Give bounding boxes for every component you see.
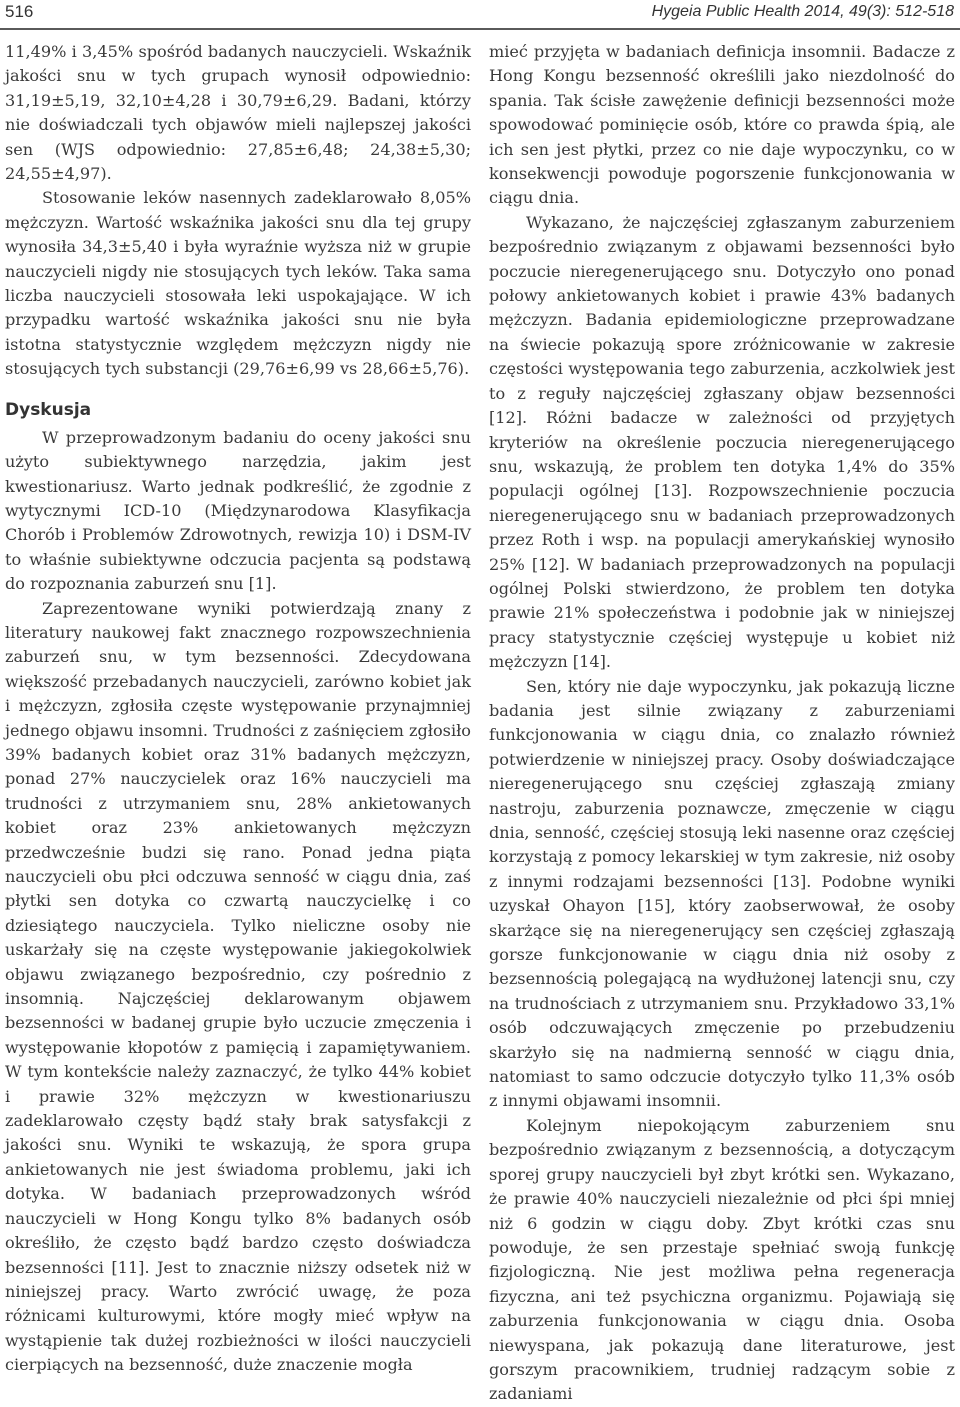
paragraph: 11,49% i 3,45% spośród badanych nauczycieli. Wskaźnik jakości snu w tych grupach wynosił odpowiednio: 31,19±5,19, 32,10±4,28 i 30,79±6,29. Badani, którzy nie doświadczali tych objawów mieli najlepszej jakości sen (WJS odpowiednio: 27,85±6,48; 24,38±5,30; 24,55±4,97).	[5, 42, 471, 184]
paragraph: W przeprowadzonym badaniu do oceny jakości snu użyto subiektywnego narzędzia, jakim jest kwestionariusz. Warto jednak podkreślić, że zgodnie z wytycznymi ICD-10 (Międzynarodowa Klasyfikacja Chorób i Problemów Zdrowotnych, rewizja 10) i DSM-IV to właśnie subiektywne odczucia pacjenta są podstawą do rozpoznania zaburzeń snu [1].	[5, 427, 471, 594]
journal-reference: Hygeia Public Health 2014, 49(3): 512-518	[651, 3, 954, 20]
paragraph: mieć przyjęta w badaniach definicja insomnii. Badacze z Hong Kongu bezsenność określili jako niezdolność do spania. Tak ścisłe zawężenie definicji bezsenności może spowodować pominięcie osób, które co prawda śpią, ale ich sen jest płytki, przez co nie daje wypoczynku, co w konsekwencji powoduje pogorszenie funkcjonowania w ciągu dnia.	[489, 42, 955, 208]
paragraph: Stosowanie leków nasennych zadeklarowało 8,05% mężczyzn. Wartość wskaźnika jakości snu dla tej grupy wynosiła 34,3±5,40 i była wyraźnie wyższa niż w grupie nauczycieli nigdy nie stosujących tych leków. Taka sama liczba nauczycieli stosowała leki uspokajające. W ich przypadku wartość wskaźnika jakości snu nie była istotna statystycznie względem mężczyzn nigdy nie stosujących tych substancji (29,76±6,99 vs 28,66±5,76).	[5, 188, 471, 379]
paragraph: Kolejnym niepokojącym zaburzeniem snu bezpośrednio związanym z bezsennością, a dotyczącym sporej grupy nauczycieli był zbyt krótki sen. Wykazano, że prawie 40% nauczycieli niezależnie od płci śpi mniej niż 6 godzin w ciągu doby. Zbyt krótki czas snu powoduje, że sen przestaje spełniać swoją funkcję fizjologiczną. Nie jest możliwa pełna regeneracja fizyczna, ani też psychiczna organizmu. Pojawiają się zaburzenia funkcjonowania w ciągu dnia. Osoba niewyspana, jak pokazują dane literaturowe, jest gorszym pracownikiem, trudniej radzącym sobie z zadaniami	[489, 1115, 955, 1404]
paragraph: Wykazano, że najczęściej zgłaszanym zaburzeniem bezpośrednio związanym z objawami bezsenności było poczucie nieregenerującego snu. Dotyczyło ono ponad połowy ankietowanych kobiet i prawie 43% badanych mężczyzn. Badania epidemiologiczne przeprowadzane na świecie pokazują spore zróżnicowanie w zakresie częstości występowania tego zaburzenia, aczkolwiek jest to z reguły najczęściej zgłaszany objaw bezsenności [12]. Różni badacze w zależności od przyjętych kryteriów na określenie poczucia nieregenerującego snu, wskazują, że problem ten dotyka 1,4% do 35% populacji ogólnej [13]. Rozpowszechnienie poczucia nieregenerującego snu w badaniach przeprowadzonych przez Roth i wsp. na populacji amerykańskiej wynosiło 25% [12]. W badaniach przeprowadzonych na populacji ogólnej Polski stwierdzono, że problem ten dotyka prawie 21% społeczeństwa i podobnie jak w niniejszej pracy statystycznie częściej występuje u kobiet niż mężczyzn [14].	[489, 212, 955, 672]
page-number: 516	[5, 2, 34, 21]
paragraph: Sen, który nie daje wypoczynku, jak pokazują liczne badania jest silnie związany z zaburzeniami funkcjonowania w ciągu dnia, co znalazło również potwierdzenie w niniejszej pracy. Osoby doświadczające nieregenerującego snu częściej zgłaszają zmiany nastroju, zaburzenia poznawcze, zmęczenie w ciągu dnia, senność, częściej stosują leki nasenne oraz częściej korzystają z pomocy lekarskiej w tym zakresie, niż osoby z innymi rodzajami bezsenności [13]. Podobne wyniki uzyskał Ohayon [15], który zaobserwował, że osoby skarżące się na nieregenerujący sen częściej zgłaszają gorsze funkcjonowanie w ciągu dnia niż osoby z bezsennością polegającą na wydłużonej latencji snu, czy na trudnościach z utrzymaniem snu. Przykładowo 33,1% osób odczuwających zmęczenie po przebudzeniu skarżyło się na nadmierną senność w ciągu dnia, natomiast to samo odczucie dotyczyło tylko 11,3% osób z innymi objawami insomnii.	[489, 676, 955, 1111]
paragraph: Zaprezentowane wyniki potwierdzają znany z literatury naukowej fakt znacznego rozpowszechnienia zaburzeń snu, w tym bezsenności. Zdecydowana większość przebadanych nauczycieli, zarówno kobiet jak i mężczyzn, zgłosiła częste występowanie przynajmniej jednego objawu insomni. Trudności z zaśnięciem zgłosiło 39% badanych kobiet oraz 31% badanych mężczyzn, ponad 27% nauczycielek oraz 16% nauczycieli ma trudności z utrzymaniem snu, 28% ankietowanych kobiet oraz 23% ankietowanych mężczyzn przedwcześnie budzi się rano. Ponad jedna piąta nauczycieli obu płci odczuwa senność w ciągu dnia, zaś płytki sen dotyka co czwartą nauczycielkę i co dziesiątego nauczyciela. Tylko nieliczne osoby nie uskarżały się na częste występowanie jakiegokolwiek objawu związanego bezpośrednio, czy pośrednio z insomnią. Najczęściej deklarowanym objawem bezsenności w badanej grupie było uczucie zmęczenia i występowanie kłopotów z pamięcią i zapamiętywaniem. W tym kontekście należy zaznaczyć, że tylko 44% kobiet i prawie 32% mężczyzn w kwestionariuszu zadeklarowało częsty bądź stały brak satysfakcji z jakości snu. Wyniki te wskazują, że spora grupa ankietowanych nie jest świadoma problemu, jaki ich dotyka. W badaniach przeprowadzonych wśród nauczycieli w Hong Kongu tylko 8% badanych osób określiło, że często bądź bardzo często doświadcza bezsenności [11]. Jest to znacznie niższy odsetek niż w niniejszej pracy. Warto zwrócić uwagę, że poza różnicami kulturowymi, które mogły mieć wpływ na wystąpienie tak dużej rozbieżności w ilości nauczycieli cierpiących na bezsenność, duże znaczenie mogła	[5, 598, 471, 1375]
running-header	[0, 0, 960, 30]
left-column	[5, 40, 471, 1378]
right-column	[489, 40, 955, 1407]
section-heading: Dyskusja	[5, 399, 92, 420]
